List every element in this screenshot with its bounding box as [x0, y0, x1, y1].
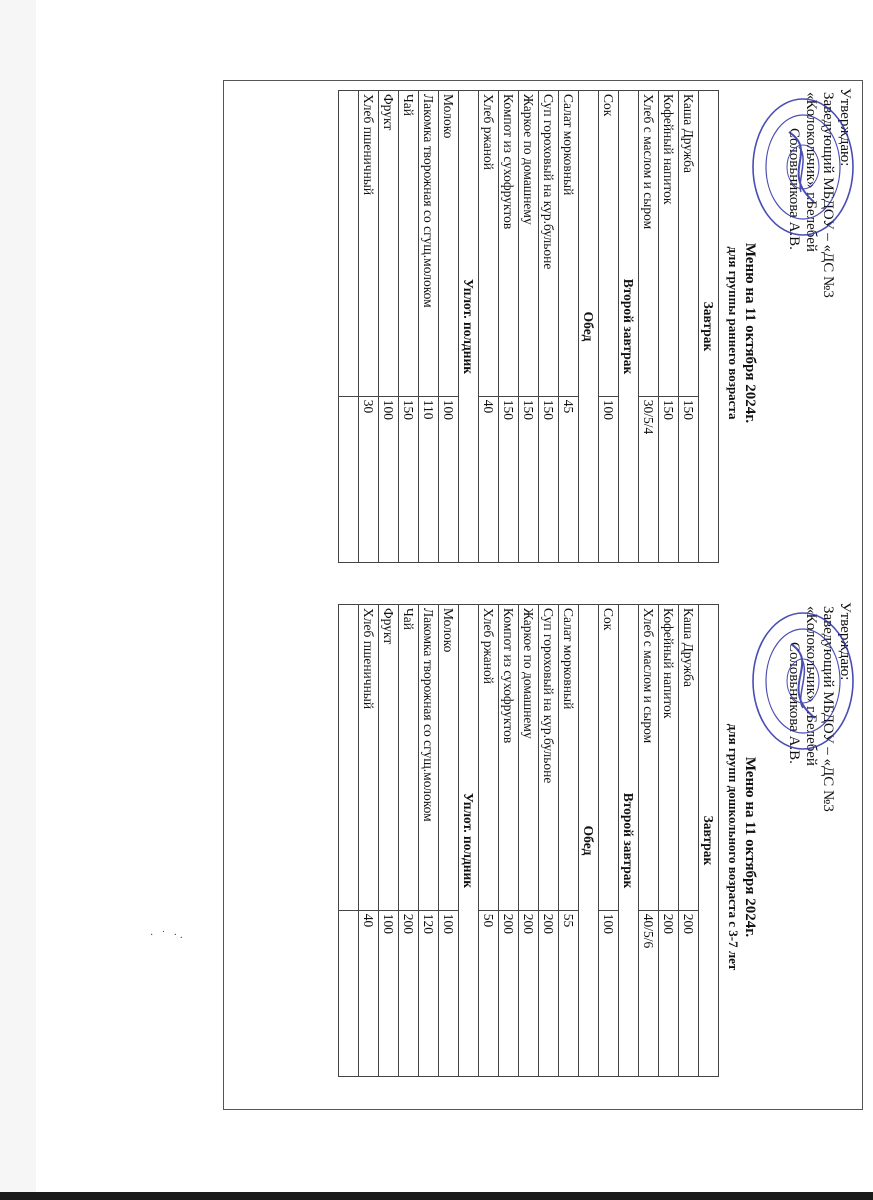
dish-cell: Хлеб ржаной — [479, 91, 499, 397]
section-header: Обед — [579, 91, 599, 563]
qty-cell: 100 — [599, 396, 619, 562]
table-row — [399, 91, 419, 563]
dish-cell: Чай — [399, 91, 419, 397]
qty-cell: 150 — [679, 396, 699, 562]
qty-cell: 150 — [659, 396, 679, 562]
qty-cell: 45 — [559, 396, 579, 562]
qty-cell: 100 — [379, 396, 399, 562]
table-row — [519, 91, 539, 563]
qty-cell: 100 — [379, 910, 399, 1076]
qty-cell: 50 — [479, 910, 499, 1076]
dish-cell: Кофейный напиток — [659, 91, 679, 397]
qty-cell: 100 — [599, 910, 619, 1076]
qty-cell: 30/5/4 — [639, 396, 659, 562]
menu-title: Меню на 11 октября 2024г. — [742, 756, 758, 938]
qty-cell: 200 — [679, 910, 699, 1076]
menu-early-age — [338, 88, 853, 578]
dish-cell: Хлеб с маслом и сыром — [639, 91, 659, 397]
qty-cell: 200 — [539, 910, 559, 1076]
table-row — [679, 605, 699, 1077]
qty-cell: 150 — [399, 396, 419, 562]
dish-cell: Лакомка творожная со сгущ.молоком — [419, 605, 439, 911]
table-row — [539, 91, 559, 563]
menu-table — [338, 604, 719, 1077]
menu-subtitle: для групп дошкольного возраста с 3-7 лет — [726, 723, 741, 971]
scan-edge-bottom — [0, 1192, 873, 1200]
approval-block — [761, 88, 853, 578]
section-header: Обед — [579, 605, 599, 1077]
qty-cell — [339, 910, 359, 1076]
table-row — [659, 91, 679, 563]
table-row — [499, 605, 519, 1077]
approval-line: Утверждаю: — [837, 602, 853, 681]
menu-table — [338, 90, 719, 563]
section-row — [619, 91, 639, 563]
dish-cell: Лакомка творожная со сгущ.молоком — [419, 91, 439, 397]
dish-cell: Сок — [599, 605, 619, 911]
table-row — [359, 91, 379, 563]
dish-cell: Хлеб пшеничный — [359, 605, 379, 911]
qty-cell: 40 — [359, 910, 379, 1076]
table-row — [659, 605, 679, 1077]
menu-title: Меню на 11 октября 2024г. — [742, 242, 758, 424]
section-header: Второй завтрак — [619, 605, 639, 1077]
official-stamp — [747, 606, 859, 756]
qty-cell: 55 — [559, 910, 579, 1076]
approval-line: Заведующий МБДОУ – «ДС №3 — [820, 606, 836, 812]
approval-signatory: Соловьникова А.В. — [786, 128, 802, 250]
table-row — [599, 91, 619, 563]
dish-cell: Фрукт — [379, 605, 399, 911]
dish-cell: Кофейный напиток — [659, 605, 679, 911]
qty-cell: 150 — [519, 396, 539, 562]
qty-cell: 200 — [499, 910, 519, 1076]
table-row — [379, 605, 399, 1077]
official-stamp — [747, 92, 859, 242]
table-row — [639, 91, 659, 563]
dish-cell: Хлеб ржаной — [479, 605, 499, 911]
qty-cell: 200 — [399, 910, 419, 1076]
table-row — [539, 605, 559, 1077]
table-row — [519, 605, 539, 1077]
section-row — [579, 605, 599, 1077]
table-row — [499, 91, 519, 563]
table-row — [559, 605, 579, 1077]
scan-specks: · ˙ ·. — [150, 930, 186, 941]
dish-cell: Салат морковный — [559, 91, 579, 397]
qty-cell: 30 — [359, 396, 379, 562]
approval-block — [761, 602, 853, 1092]
approval-line: «Колокольчик» г.Белебей — [803, 92, 819, 252]
scan-edge — [0, 0, 36, 1200]
table-row — [559, 91, 579, 563]
qty-cell: 150 — [499, 396, 519, 562]
dish-cell: Молоко — [439, 91, 459, 397]
dish-cell: Компот из сухофруктов — [499, 91, 519, 397]
qty-cell: 40 — [479, 396, 499, 562]
section-row — [699, 605, 719, 1077]
dish-cell: Сок — [599, 91, 619, 397]
qty-cell: 200 — [659, 910, 679, 1076]
section-header: Завтрак — [699, 605, 719, 1077]
qty-cell: 150 — [539, 396, 559, 562]
dish-cell: Компот из сухофруктов — [499, 605, 519, 911]
section-row — [699, 91, 719, 563]
table-row — [359, 605, 379, 1077]
dish-cell: Хлеб пшеничный — [359, 91, 379, 397]
section-header: Второй завтрак — [619, 91, 639, 563]
section-row — [579, 91, 599, 563]
approval-line: Утверждаю: — [837, 88, 853, 167]
dish-cell: Фрукт — [379, 91, 399, 397]
dish-cell — [339, 91, 359, 397]
qty-cell — [339, 396, 359, 562]
table-row — [339, 605, 359, 1077]
table-row — [639, 605, 659, 1077]
qty-cell: 40/5/6 — [639, 910, 659, 1076]
qty-cell: 110 — [419, 396, 439, 562]
menu-page — [223, 80, 863, 1110]
table-row — [679, 91, 699, 563]
table-row — [399, 605, 419, 1077]
approval-line: «Колокольчик» г.Белебей — [803, 606, 819, 766]
table-row — [419, 91, 439, 563]
dish-cell: Чай — [399, 605, 419, 911]
dish-cell: Суп гороховый на кур.бульоне — [539, 91, 559, 397]
qty-cell: 100 — [439, 396, 459, 562]
dish-cell: Суп гороховый на кур.бульоне — [539, 605, 559, 911]
dish-cell — [339, 605, 359, 911]
qty-cell: 120 — [419, 910, 439, 1076]
table-row — [339, 91, 359, 563]
approval-line: Заведующий МБДОУ – «ДС №3 — [820, 92, 836, 298]
section-header: Уплот. полдник — [459, 91, 479, 563]
dish-cell: Жаркое по домашнему — [519, 605, 539, 911]
menu-subtitle: для группы раннего возраста — [726, 246, 741, 420]
section-row — [459, 605, 479, 1077]
section-header: Уплот. полдник — [459, 605, 479, 1077]
menu-preschool — [338, 602, 853, 1092]
qty-cell: 100 — [439, 910, 459, 1076]
dish-cell: Салат морковный — [559, 605, 579, 911]
table-row — [439, 91, 459, 563]
dish-cell: Каша Дружба — [679, 605, 699, 911]
qty-cell: 200 — [519, 910, 539, 1076]
table-row — [379, 91, 399, 563]
dish-cell: Молоко — [439, 605, 459, 911]
dish-cell: Каша Дружба — [679, 91, 699, 397]
section-row — [619, 605, 639, 1077]
section-row — [459, 91, 479, 563]
dish-cell: Хлеб с маслом и сыром — [639, 605, 659, 911]
table-row — [599, 605, 619, 1077]
table-row — [479, 91, 499, 563]
table-row — [479, 605, 499, 1077]
table-row — [439, 605, 459, 1077]
approval-signatory: Соловьникова А.В. — [786, 642, 802, 764]
table-row — [419, 605, 439, 1077]
section-header: Завтрак — [699, 91, 719, 563]
dish-cell: Жаркое по домашнему — [519, 91, 539, 397]
